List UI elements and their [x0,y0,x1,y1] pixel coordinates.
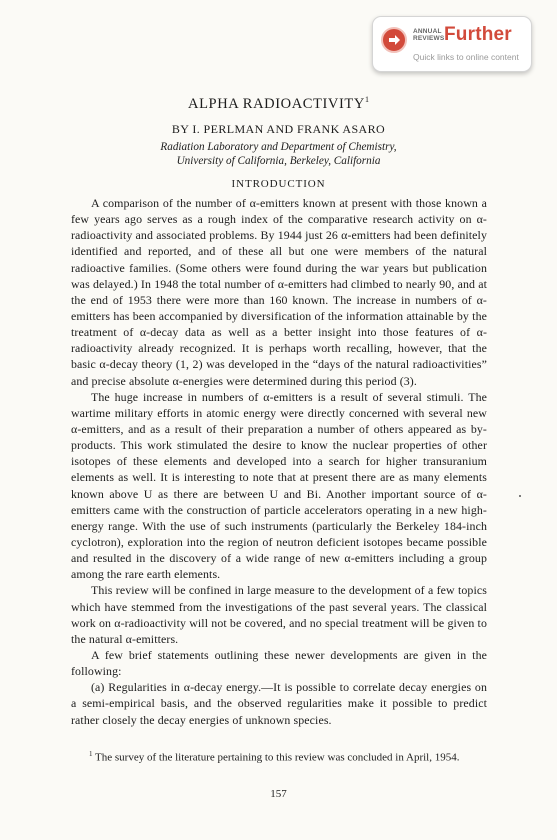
annual-reviews-wordmark [413,28,445,42]
article-body [71,195,487,728]
paragraph-2: The huge increase in numbers of α-emitters is a result of several stimuli. The wartime military efforts in atomic energy were directly concerned with several new α-emitters, and as a result of their preparation a number of others appeared as by-products. This work stimulated the desire to know the nuclear properties of other isotopes of these elements and developed into a search for higher transuranium elements as well. It is interesting to note that at present there are as many elements known above U as there are between U and Bi. Another important source of α-emitters came with the construction of particle accelerators operating in a new high-energy range. With the use of such instruments (particularly the Berkeley 184-inch cyclotron), exploration into the region of neutron deficient isotopes became possible and resulted in the discovery of a wide range of new α-emitters including a group among the rare earth elements. [71,389,487,582]
further-links-badge[interactable] [372,16,532,72]
paragraph-1: A comparison of the number of α-emitters known at present with those known a few years ago serves as a rough index of the comparative research activity on α-radioactivity and associated problems. By 1944 just 26 α-emitters had been definitely identified and reported, and of these all but one were members of the natural radioactive families. (Some others were found during the war years but publication was delayed.) In 1948 the total number of α-emitters had climbed to nearly 90, and at the end of 1953 there were more than 160 known. The increase in numbers of α-emitters has been accompanied by diversification of the information attainable by the treatment of α-decay data as well as a better insight into those features of α-radioactivity already recognized. It is perhaps worth recalling, however, that the basic α-decay theory (1, 2) was developed in the “days of the natural radioactivities” and precise absolute α-energies were determined during this period (3). [71,196,487,388]
article-title [0,95,557,113]
paragraph-3: This review will be confined in large measure to the development of a few topics which have stemmed from the investigations of the past several years. The classical work on α-radioactivity will not be covered, and no special treatment will be given to the natural α-emitters. [71,583,487,646]
page-number: 157 [270,788,287,800]
further-subtitle: Quick links to online content [413,52,519,62]
footnote-mark: 1 [89,750,93,758]
footnote [71,747,487,766]
further-logo-icon [381,27,407,53]
paragraph-4: A few brief statements outlining these newer developments are given in the following: [71,647,487,679]
annual-label: ANNUAL [413,28,442,35]
paragraph-5: (a) Regularities in α-decay energy.—It is possible to correlate decay energies on a semi-empirical basis, and the observed regularities make it possible to predict rather closely the decay energies of unknown species. [71,680,487,727]
affiliation-line-2: University of California, Berkeley, California [176,155,381,167]
article-title-text: ALPHA RADIOACTIVITY [188,95,365,112]
scan-speck [519,495,521,497]
affiliation-line-1: Radiation Laboratory and Department of Chemistry, [160,141,397,153]
footnote-text: The survey of the literature pertaining to this review was concluded in April, 1954. [92,751,460,764]
section-heading: INTRODUCTION [231,178,326,190]
article-authors: BY I. PERLMAN AND FRANK ASARO [171,122,386,136]
reviews-label: REVIEWS [413,35,445,42]
title-footnote-mark: 1 [364,95,369,104]
further-wordmark: Further [444,24,512,45]
